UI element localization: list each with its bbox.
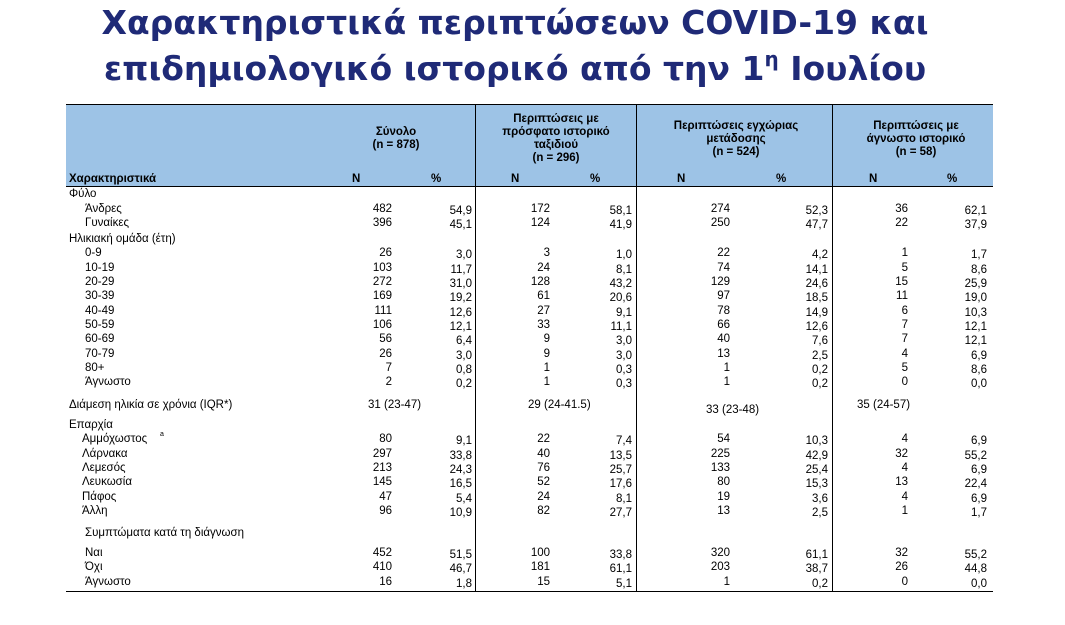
n-cell: 213: [372, 462, 392, 474]
pct-cell: 54,9: [449, 205, 472, 217]
pct-cell: 3,0: [456, 350, 472, 362]
pct-column-header: %: [590, 173, 601, 185]
pct-cell: 9,1: [616, 307, 632, 319]
n-cell: 1: [543, 362, 550, 374]
n-cell: 26: [379, 348, 392, 360]
n-cell: 33: [537, 319, 550, 331]
pct-cell: 41,9: [609, 219, 632, 231]
pct-cell: 10,3: [805, 435, 828, 447]
row-label: Άνδρες: [85, 203, 122, 215]
pct-cell: 20,6: [609, 292, 632, 304]
n-cell: 52: [537, 476, 550, 488]
row-label: 0-9: [85, 247, 102, 259]
n-cell: 66: [717, 319, 730, 331]
pct-cell: 19,2: [449, 292, 472, 304]
pct-cell: 9,1: [456, 435, 472, 447]
group-header-unknown: Περιπτώσεις με άγνωστο ιστορικό (n = 58): [866, 119, 966, 158]
pct-cell: 43,2: [609, 278, 632, 290]
pct-cell: 1,8: [456, 578, 472, 590]
pct-cell: 16,5: [449, 478, 472, 490]
n-cell: 396: [372, 217, 392, 229]
pct-column-header: %: [431, 173, 442, 185]
pct-cell: 10,3: [964, 307, 987, 319]
n-cell: 97: [717, 290, 730, 302]
n-cell: 78: [717, 305, 730, 317]
pct-cell: 25,4: [805, 464, 828, 476]
n-cell: 15: [537, 576, 550, 588]
n-cell: 172: [530, 203, 550, 215]
pct-cell: 19,0: [964, 292, 987, 304]
pct-cell: 44,8: [964, 563, 987, 575]
n-cell: 80: [379, 433, 392, 445]
n-cell: 452: [372, 547, 392, 559]
pct-cell: 6,9: [971, 493, 987, 505]
pct-cell: 0,8: [456, 364, 472, 376]
row-label: 80+: [85, 362, 105, 374]
n-cell: 80: [717, 476, 730, 488]
pct-cell: 1,0: [616, 249, 632, 261]
n-cell: 76: [537, 462, 550, 474]
n-cell: 128: [530, 276, 550, 288]
pct-cell: 7,6: [812, 335, 828, 347]
n-cell: 22: [895, 217, 908, 229]
pct-cell: 62,1: [964, 205, 987, 217]
pct-cell: 7,4: [616, 435, 632, 447]
pct-cell: 52,3: [805, 205, 828, 217]
pct-cell: 15,3: [805, 478, 828, 490]
pct-cell: 11,1: [610, 321, 632, 333]
n-cell: 181: [530, 561, 550, 573]
n-cell: 320: [710, 547, 730, 559]
pct-cell: 55,2: [964, 450, 987, 462]
n-cell: 4: [901, 491, 908, 503]
pct-cell: 42,9: [805, 450, 828, 462]
n-cell: 169: [372, 290, 392, 302]
n-cell: 124: [530, 217, 550, 229]
n-cell: 129: [710, 276, 730, 288]
median-age-cell: 33 (23-48): [706, 404, 760, 416]
pct-cell: 18,5: [805, 292, 828, 304]
row-label: Αμμόχωστος: [82, 433, 148, 445]
n-cell: 74: [717, 262, 730, 274]
pct-cell: 12,6: [805, 321, 828, 333]
pct-cell: 51,5: [449, 549, 472, 561]
n-cell: 3: [543, 247, 550, 259]
n-cell: 13: [717, 505, 730, 517]
median-age-cell: 31 (23-47): [368, 399, 422, 411]
n-cell: 26: [895, 561, 908, 573]
pct-cell: 6,9: [971, 464, 987, 476]
n-column-header: N: [677, 173, 686, 185]
n-cell: 410: [372, 561, 392, 573]
row-label: Γυναίκες: [85, 217, 129, 229]
pct-cell: 27,7: [609, 507, 632, 519]
row-label: Άγνωστο: [85, 376, 131, 388]
n-cell: 145: [372, 476, 392, 488]
n-cell: 47: [379, 491, 392, 503]
row-label: 40-49: [85, 305, 115, 317]
n-cell: 9: [543, 348, 550, 360]
median-age-cell: 35 (24-57): [857, 399, 911, 411]
pct-cell: 3,6: [812, 493, 828, 505]
group-header-travel: Περιπτώσεις με πρόσφατο ιστορικό ταξιδιού (n = 296): [502, 113, 610, 164]
n-cell: 203: [710, 561, 730, 573]
pct-cell: 0,2: [456, 378, 472, 390]
n-cell: 7: [385, 362, 392, 374]
covid-characteristics-table: [66, 104, 993, 592]
row-label: Πάφος: [82, 491, 117, 503]
n-cell: 24: [537, 491, 550, 503]
row-label: 10-19: [85, 262, 115, 274]
footnote-marker: a: [160, 431, 164, 438]
n-cell: 40: [537, 448, 550, 460]
pct-cell: 8,1: [616, 493, 632, 505]
pct-cell: 6,9: [971, 350, 987, 362]
slide-title: [0, 0, 1030, 92]
pct-cell: 3,0: [456, 249, 472, 261]
n-cell: 19: [717, 491, 730, 503]
pct-cell: 33,8: [449, 450, 472, 462]
characteristics-column-header: Χαρακτηριστικά: [69, 173, 157, 185]
column-divider: [475, 104, 476, 592]
n-cell: 272: [372, 276, 392, 288]
title-line-2: [0, 46, 1030, 92]
pct-cell: 0,2: [812, 578, 828, 590]
n-cell: 96: [379, 505, 392, 517]
pct-cell: 2,5: [812, 507, 828, 519]
pct-cell: 38,7: [805, 563, 828, 575]
n-cell: 32: [895, 448, 908, 460]
category-label: Διάμεση ηλικία σε χρόνια (IQR*): [69, 399, 233, 411]
category-label: Επαρχία: [69, 419, 113, 431]
pct-cell: 0,0: [971, 578, 987, 590]
n-cell: 40: [717, 333, 730, 345]
pct-column-header: %: [776, 173, 787, 185]
pct-cell: 13,5: [609, 450, 632, 462]
n-cell: 11: [896, 290, 908, 302]
header-bottom-border: [66, 186, 993, 187]
row-label: Άλλη: [82, 505, 108, 517]
pct-cell: 24,6: [805, 278, 828, 290]
pct-cell: 6,4: [456, 335, 472, 347]
row-label: Ναι: [85, 547, 103, 559]
pct-cell: 12,1: [449, 321, 472, 333]
pct-cell: 1,7: [971, 507, 987, 519]
pct-cell: 22,4: [964, 478, 987, 490]
n-cell: 1: [901, 505, 908, 517]
n-cell: 5: [901, 362, 908, 374]
n-cell: 0: [901, 376, 908, 388]
pct-cell: 3,0: [616, 350, 632, 362]
title-superscript: η: [764, 47, 779, 71]
n-cell: 7: [901, 319, 908, 331]
n-cell: 2: [385, 376, 392, 388]
pct-cell: 61,1: [805, 549, 828, 561]
n-cell: 24: [537, 262, 550, 274]
row-label: Λεμεσός: [82, 462, 126, 474]
n-cell: 54: [717, 433, 730, 445]
n-cell: 111: [374, 305, 392, 317]
pct-cell: 6,9: [971, 435, 987, 447]
row-label: Όχι: [85, 561, 103, 573]
category-label: Ηλικιακή ομάδα (έτη): [69, 233, 176, 245]
n-cell: 250: [710, 217, 730, 229]
pct-cell: 55,2: [964, 549, 987, 561]
n-cell: 82: [537, 505, 550, 517]
column-divider: [832, 104, 833, 592]
n-cell: 100: [530, 547, 550, 559]
n-cell: 1: [723, 376, 730, 388]
n-cell: 15: [895, 276, 908, 288]
row-label: Συμπτώματα κατά τη διάγνωση: [85, 527, 245, 539]
pct-cell: 61,1: [609, 563, 632, 575]
row-label: 70-79: [85, 348, 115, 360]
n-cell: 5: [901, 262, 908, 274]
median-age-cell: 29 (24-41.5): [528, 399, 591, 411]
pct-cell: 12,1: [964, 321, 987, 333]
n-cell: 61: [537, 290, 550, 302]
n-cell: 27: [537, 305, 550, 317]
n-cell: 274: [710, 203, 730, 215]
pct-cell: 8,6: [971, 364, 987, 376]
pct-cell: 5,4: [456, 493, 472, 505]
pct-cell: 8,6: [971, 264, 987, 276]
row-label: Λάρνακα: [82, 448, 128, 460]
pct-cell: 0,3: [616, 364, 632, 376]
pct-cell: 8,1: [616, 264, 632, 276]
pct-cell: 37,9: [964, 219, 987, 231]
row-label: 60-69: [85, 333, 115, 345]
pct-cell: 33,8: [609, 549, 632, 561]
table-bottom-border: [66, 591, 993, 592]
n-cell: 1: [543, 376, 550, 388]
pct-cell: 0,2: [812, 364, 828, 376]
pct-cell: 31,0: [449, 278, 472, 290]
n-cell: 6: [901, 305, 908, 317]
n-column-header: N: [869, 173, 878, 185]
pct-cell: 5,1: [616, 578, 632, 590]
pct-cell: 14,9: [805, 307, 828, 319]
n-cell: 4: [901, 462, 908, 474]
row-label: 30-39: [85, 290, 115, 302]
group-header-total: Σύνολο (n = 878): [372, 126, 420, 151]
n-cell: 4: [901, 348, 908, 360]
pct-cell: 11,7: [450, 264, 472, 276]
pct-cell: 12,1: [964, 335, 987, 347]
n-cell: 0: [901, 576, 908, 588]
row-label: 50-59: [85, 319, 115, 331]
pct-cell: 24,3: [449, 464, 472, 476]
n-cell: 22: [537, 433, 550, 445]
header-top-border: [66, 104, 993, 105]
n-cell: 16: [379, 576, 392, 588]
pct-cell: 1,7: [971, 249, 987, 261]
title-line-2-tail: Ιουλίου: [778, 49, 927, 88]
n-cell: 106: [372, 319, 392, 331]
pct-cell: 10,9: [449, 507, 472, 519]
n-cell: 13: [895, 476, 908, 488]
n-cell: 103: [372, 262, 392, 274]
pct-column-header: %: [947, 173, 958, 185]
n-cell: 133: [710, 462, 730, 474]
n-cell: 13: [717, 348, 730, 360]
row-label: 20-29: [85, 276, 115, 288]
row-label: Άγνωστο: [85, 576, 131, 588]
pct-cell: 46,7: [449, 563, 472, 575]
n-column-header: N: [511, 173, 520, 185]
pct-cell: 25,7: [609, 464, 632, 476]
pct-cell: 4,2: [812, 249, 828, 261]
n-cell: 26: [379, 247, 392, 259]
n-cell: 1: [723, 576, 730, 588]
pct-cell: 2,5: [812, 350, 828, 362]
column-divider: [636, 104, 637, 592]
pct-cell: 0,2: [812, 378, 828, 390]
n-cell: 56: [379, 333, 392, 345]
group-header-local: Περιπτώσεις εγχώριας μετάδοσης (n = 524): [673, 119, 799, 158]
pct-cell: 47,7: [805, 219, 828, 231]
pct-cell: 14,1: [805, 264, 828, 276]
n-cell: 1: [723, 362, 730, 374]
pct-cell: 17,6: [609, 478, 632, 490]
title-line-1: Χαρακτηριστικά περιπτώσεων COVID-19 και: [101, 3, 929, 42]
n-cell: 32: [895, 547, 908, 559]
n-cell: 36: [895, 203, 908, 215]
n-cell: 297: [372, 448, 392, 460]
pct-cell: 3,0: [616, 335, 632, 347]
title-line-2-main: επιδημιολογικό ιστορικό από την 1: [103, 49, 765, 88]
n-cell: 22: [717, 247, 730, 259]
n-cell: 1: [901, 247, 908, 259]
pct-cell: 58,1: [609, 205, 632, 217]
n-cell: 225: [710, 448, 730, 460]
n-cell: 9: [543, 333, 550, 345]
row-label: Λευκωσία: [82, 476, 132, 488]
pct-cell: 45,1: [449, 219, 472, 231]
n-cell: 482: [372, 203, 392, 215]
category-label: Φύλο: [69, 188, 97, 200]
n-column-header: N: [352, 173, 361, 185]
pct-cell: 0,3: [616, 378, 632, 390]
pct-cell: 25,9: [964, 278, 987, 290]
pct-cell: 0,0: [971, 378, 987, 390]
pct-cell: 12,6: [449, 307, 472, 319]
n-cell: 7: [901, 333, 908, 345]
n-cell: 4: [901, 433, 908, 445]
